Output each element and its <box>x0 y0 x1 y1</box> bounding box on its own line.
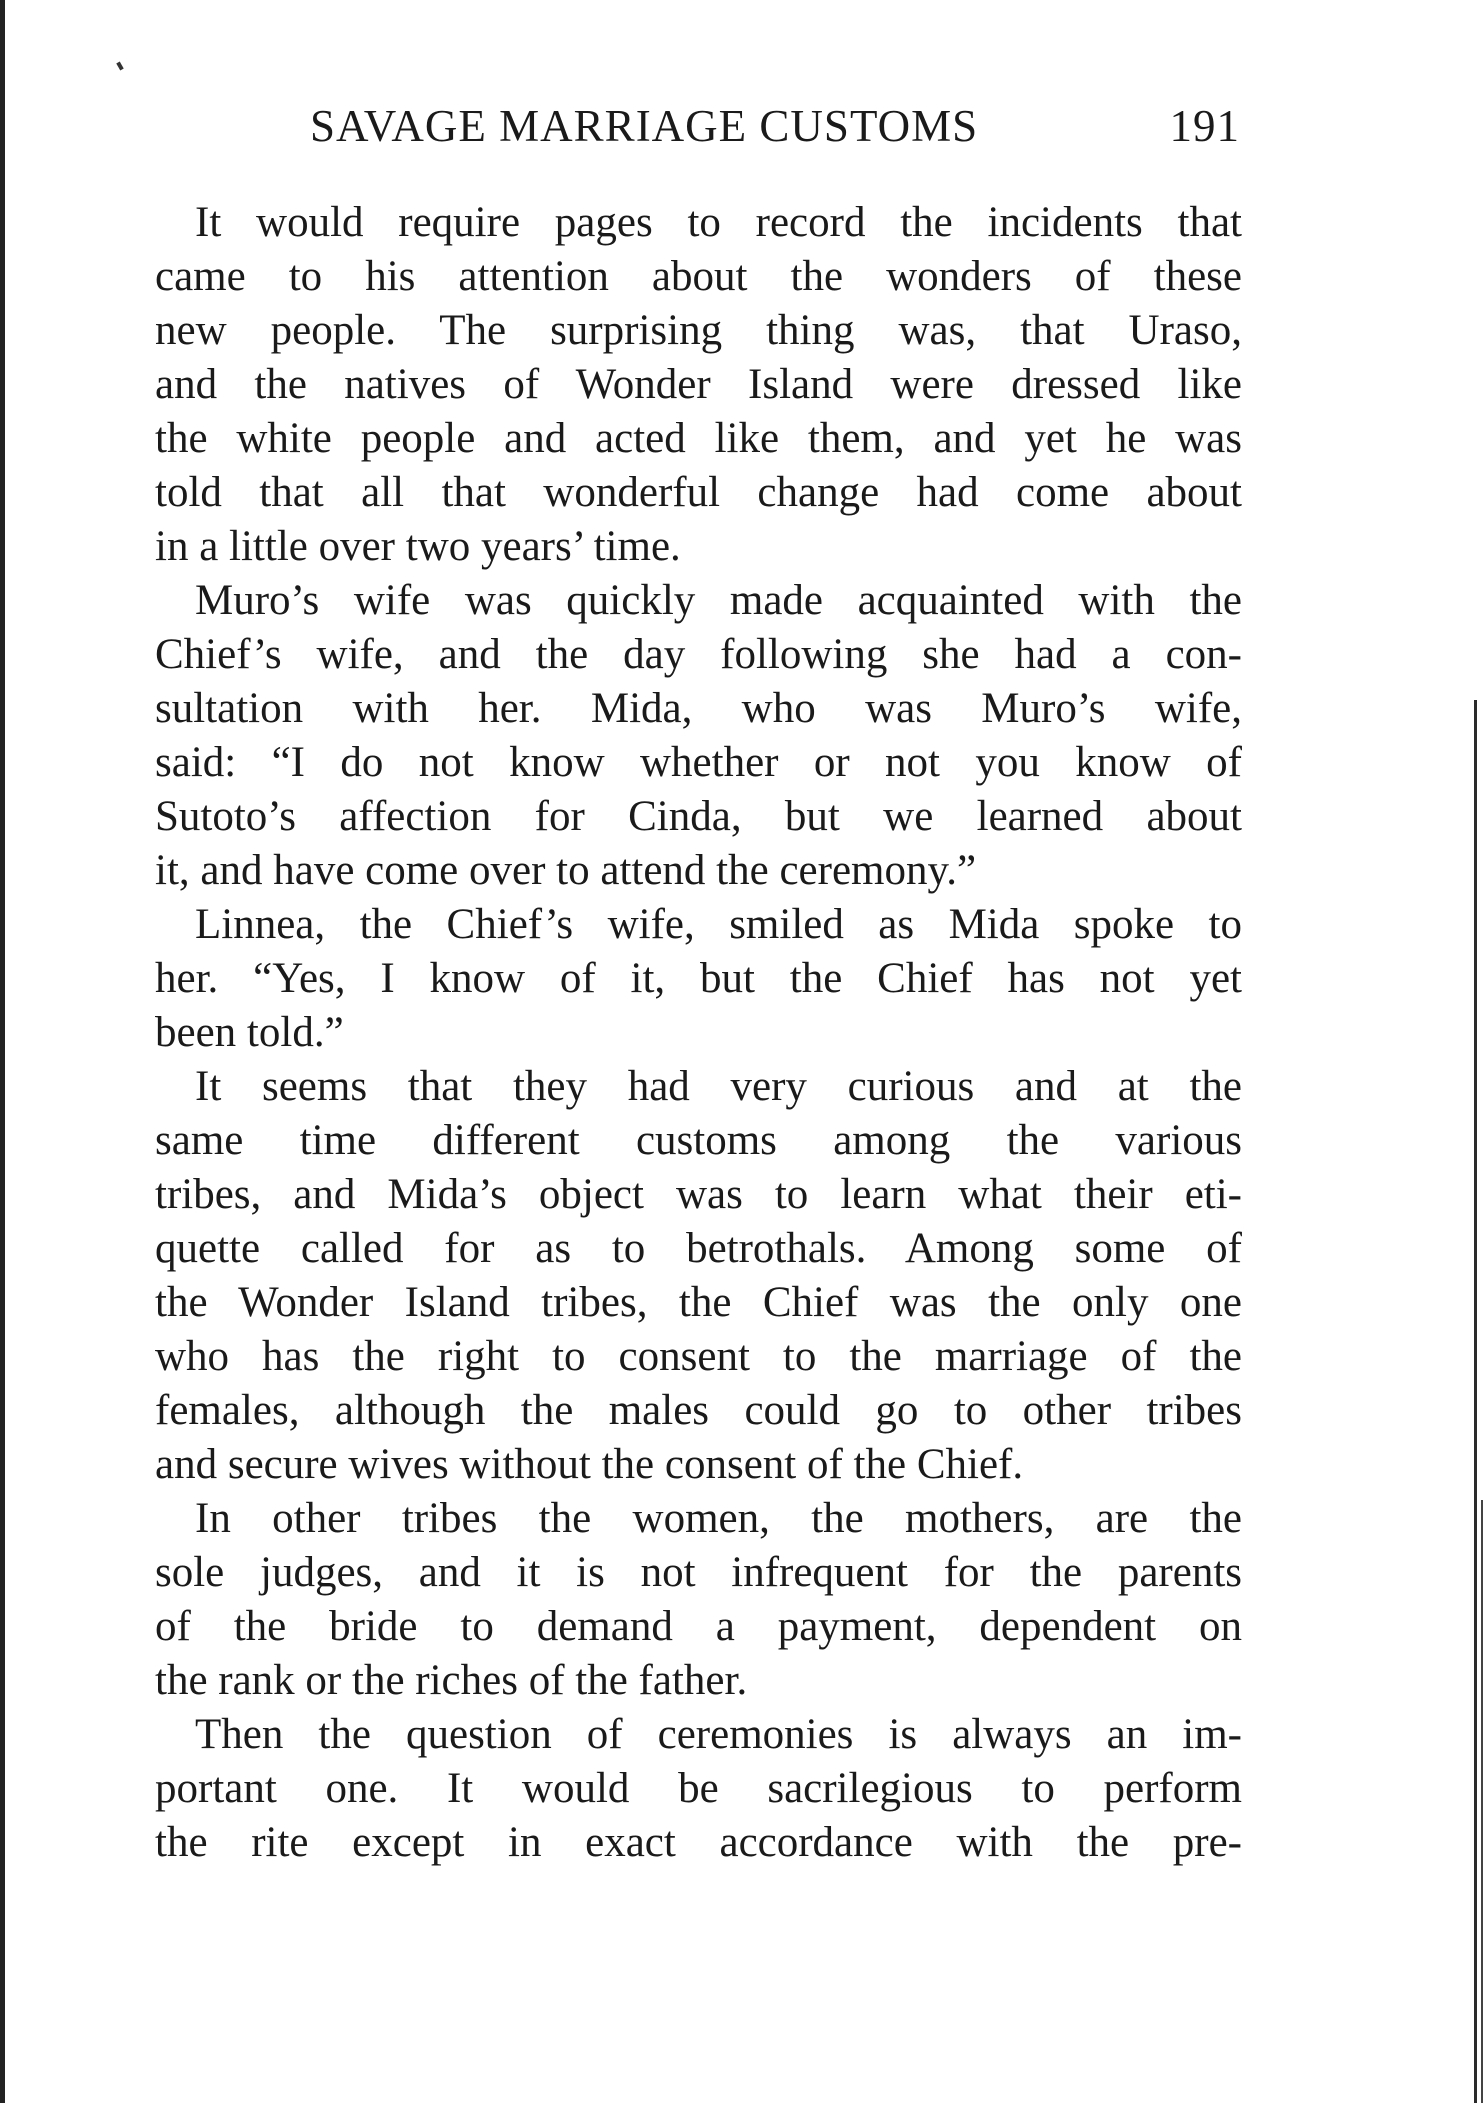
text-line: portant one. It would be sacrilegious to perform <box>155 1765 1242 1812</box>
page-right-edge-shadow <box>1474 700 1477 2103</box>
text-line: It would require pages to record the incidents that <box>195 199 1242 246</box>
text-line: It seems that they had very curious and at the <box>195 1063 1242 1110</box>
text-line: her. “Yes, I know of it, but the Chief has not yet <box>155 955 1242 1002</box>
running-header <box>310 100 1240 160</box>
text-line: and the natives of Wonder Island were dressed like <box>155 361 1242 408</box>
text-line: Linnea, the Chief’s wife, smiled as Mida spoke to <box>195 901 1242 948</box>
text-line: Muro’s wife was quickly made acquainted with the <box>195 577 1242 624</box>
text-line: tribes, and Mida’s object was to learn what their eti- <box>155 1171 1242 1218</box>
text-line: the rank or the riches of the father. <box>155 1657 748 1704</box>
text-line: females, although the males could go to other tribes <box>155 1387 1242 1434</box>
text-line: said: “I do not know whether or not you know of <box>155 739 1242 786</box>
text-line: sole judges, and it is not infrequent for the parents <box>155 1549 1242 1596</box>
paragraph <box>155 898 1242 1060</box>
text-line: Chief’s wife, and the day following she had a con- <box>155 631 1242 678</box>
text-line: told that all that wonderful change had come about <box>155 469 1242 516</box>
text-line: of the bride to demand a payment, dependent on <box>155 1603 1242 1650</box>
text-line: it, and have come over to attend the ceremony.” <box>155 847 977 894</box>
text-line: sultation with her. Mida, who was Muro’s wife, <box>155 685 1242 732</box>
text-line: quette called for as to betrothals. Among some of <box>155 1225 1242 1272</box>
text-line: In other tribes the women, the mothers, are the <box>195 1495 1242 1542</box>
paragraph <box>155 1708 1242 1870</box>
text-line: the Wonder Island tribes, the Chief was the only one <box>155 1279 1242 1326</box>
text-line: and secure wives without the consent of the Chief. <box>155 1441 1024 1488</box>
paragraph <box>155 574 1242 898</box>
text-line: Then the question of ceremonies is always an im- <box>195 1711 1242 1758</box>
page-number: 191 <box>1169 101 1240 151</box>
text-line: new people. The surprising thing was, that Uraso, <box>155 307 1242 354</box>
text-line: been told.” <box>155 1009 344 1056</box>
text-line: same time different customs among the various <box>155 1117 1242 1164</box>
paragraph <box>155 1060 1242 1492</box>
paragraph <box>155 1492 1242 1708</box>
text-line: the rite except in exact accordance with the pre- <box>155 1819 1242 1866</box>
body-text <box>155 196 1242 1870</box>
paragraph <box>155 196 1242 574</box>
text-line: who has the right to consent to the marriage of the <box>155 1333 1242 1380</box>
running-title: SAVAGE MARRIAGE CUSTOMS <box>310 101 979 151</box>
ink-speck <box>116 62 123 71</box>
text-line: came to his attention about the wonders of these <box>155 253 1242 300</box>
text-line: Sutoto’s affection for Cinda, but we learned about <box>155 793 1242 840</box>
text-line: in a little over two years’ time. <box>155 523 681 570</box>
page-left-edge-shadow <box>0 0 5 2103</box>
text-line: the white people and acted like them, and yet he was <box>155 415 1242 462</box>
